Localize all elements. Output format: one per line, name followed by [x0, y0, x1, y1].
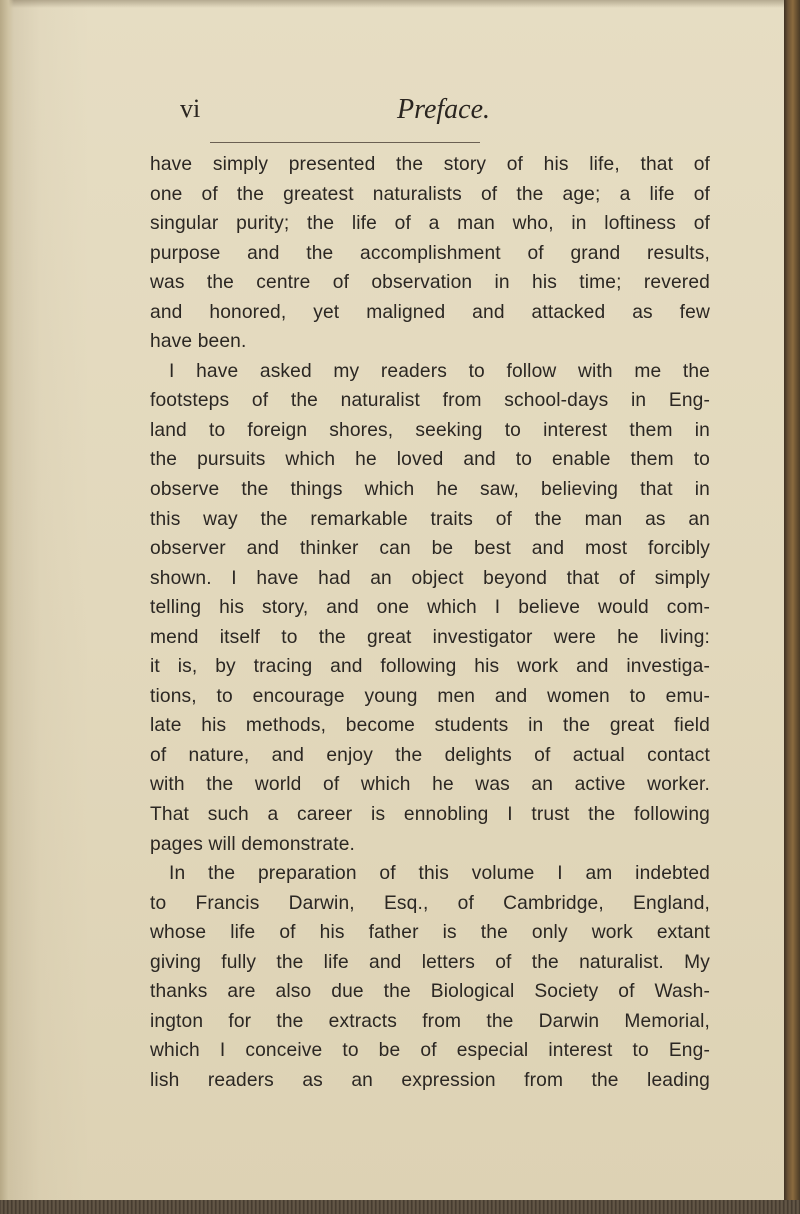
text-line: I have asked my readers to follow with me the — [169, 360, 710, 382]
text-line: telling his story, and one which I believe would com- — [150, 597, 710, 619]
bottom-page-edge — [0, 1200, 800, 1214]
text-line: ington for the extracts from the Darwin Memorial, — [150, 1010, 710, 1032]
text-line: which I conceive to be of especial interest to Eng- — [150, 1040, 710, 1062]
left-page-edge — [0, 0, 14, 1214]
text-line: to Francis Darwin, Esq., of Cambridge, England, — [150, 892, 710, 914]
text-line: singular purity; the life of a man who, in loftiness of — [150, 213, 710, 235]
top-shadow — [0, 0, 800, 8]
text-line: lish readers as an expression from the leading — [150, 1069, 710, 1091]
text-line: purpose and the accomplishment of grand results, — [150, 242, 710, 264]
text-line: have simply presented the story of his life, that of — [150, 154, 710, 175]
running-title: Preface. — [397, 94, 491, 125]
text-line: was the centre of observation in his time; revered — [150, 272, 710, 294]
text-line: giving fully the life and letters of the naturalist. My — [150, 951, 710, 973]
text-line: one of the greatest naturalists of the age; a life of — [150, 183, 710, 205]
text-line: mend itself to the great investigator were he living: — [150, 626, 710, 648]
right-book-edge — [784, 0, 800, 1214]
text-line: it is, by tracing and following his work and investiga- — [150, 656, 710, 678]
text-line: thanks are also due the Biological Society of Wash- — [150, 981, 710, 1003]
text-line: shown. I have had an object beyond that of simply — [150, 567, 710, 589]
text-line: tions, to encourage young men and women to emu- — [150, 685, 710, 707]
text-line: of nature, and enjoy the delights of actual contact — [150, 744, 710, 766]
text-line: whose life of his father is the only work extant — [150, 922, 710, 944]
text-line: land to foreign shores, seeking to interest them in — [150, 419, 710, 441]
text-line: the pursuits which he loved and to enable them to — [150, 449, 710, 471]
text-line: with the world of which he was an active worker. — [150, 774, 710, 796]
text-line: observe the things which he saw, believing that in — [150, 479, 710, 501]
text-line: late his methods, become students in the great field — [150, 715, 710, 737]
text-line: observer and thinker can be best and most forcibly — [150, 538, 710, 560]
text-line: That such a career is ennobling I trust the following — [150, 804, 710, 826]
body-text — [150, 150, 710, 1096]
text-line: this way the remarkable traits of the man as an — [150, 508, 710, 530]
text-line: In the preparation of this volume I am indebted — [169, 863, 710, 885]
text-line: footsteps of the naturalist from school-days in Eng- — [150, 390, 710, 412]
page-header — [140, 94, 710, 134]
page-number: vi — [180, 94, 201, 123]
text-line: and honored, yet maligned and attacked as few — [150, 301, 710, 323]
text-line: pages will demonstrate. — [150, 833, 356, 855]
header-rule — [210, 142, 480, 143]
text-line: have been. — [150, 331, 247, 353]
